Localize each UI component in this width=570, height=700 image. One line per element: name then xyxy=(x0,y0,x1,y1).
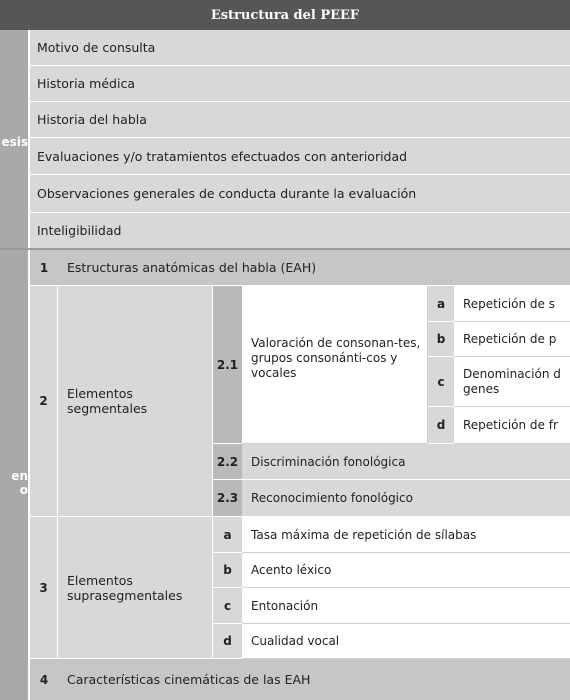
item-text: Denominación d genes xyxy=(454,357,570,407)
section-number: 3 xyxy=(30,517,58,659)
item-letter: a xyxy=(213,517,242,553)
item-letter: c xyxy=(213,588,242,624)
item-text: Tasa máxima de repetición de sílabas xyxy=(242,517,570,553)
item-text: Repetición de s xyxy=(454,286,570,322)
subsection-label: Discriminación fonológica xyxy=(242,444,570,480)
item-text: Repetición de p xyxy=(454,322,570,357)
table-title: Estructura del PEEF xyxy=(210,7,360,23)
section-number: 2 xyxy=(30,286,58,517)
anamnesis-row: Evaluaciones y/o tratamientos efectuados con anterioridad xyxy=(30,138,570,175)
left-label-anamnesis: esis xyxy=(0,30,29,248)
left-label-examen: en o xyxy=(0,249,29,700)
anamnesis-row: Motivo de consulta xyxy=(30,30,570,66)
subsection-label: Valoración de consonan-tes, grupos consonánti-cos y vocales xyxy=(242,286,428,444)
subsection-number: 2.3 xyxy=(213,480,242,517)
item-letter: d xyxy=(213,624,242,659)
item-text: Entonación xyxy=(242,588,570,624)
item-text: Cualidad vocal xyxy=(242,624,570,659)
anamnesis-row: Historia médica xyxy=(30,66,570,102)
item-letter: c xyxy=(428,357,454,407)
anamnesis-row: Historia del habla xyxy=(30,102,570,138)
table-header xyxy=(0,0,570,30)
item-letter: d xyxy=(428,407,454,444)
anamnesis-row: Observaciones generales de conducta durante la evaluación xyxy=(30,175,570,213)
section-label: Estructuras anatómicas del habla (EAH) xyxy=(58,250,570,286)
item-letter: a xyxy=(428,286,454,322)
section-label: Características cinemáticas de las EAH xyxy=(58,659,570,700)
section-label: Elementos suprasegmentales xyxy=(58,517,213,659)
item-text: Repetición de fr xyxy=(454,407,570,444)
item-letter: b xyxy=(428,322,454,357)
section-number: 1 xyxy=(30,250,58,286)
section-number: 4 xyxy=(30,659,58,700)
anamnesis-row: Inteligibilidad xyxy=(30,213,570,248)
item-letter: b xyxy=(213,553,242,588)
subsection-number: 2.1 xyxy=(213,286,242,444)
subsection-number: 2.2 xyxy=(213,444,242,480)
section-label: Elementos segmentales xyxy=(58,286,213,517)
item-text: Acento léxico xyxy=(242,553,570,588)
subsection-label: Reconocimiento fonológico xyxy=(242,480,570,517)
